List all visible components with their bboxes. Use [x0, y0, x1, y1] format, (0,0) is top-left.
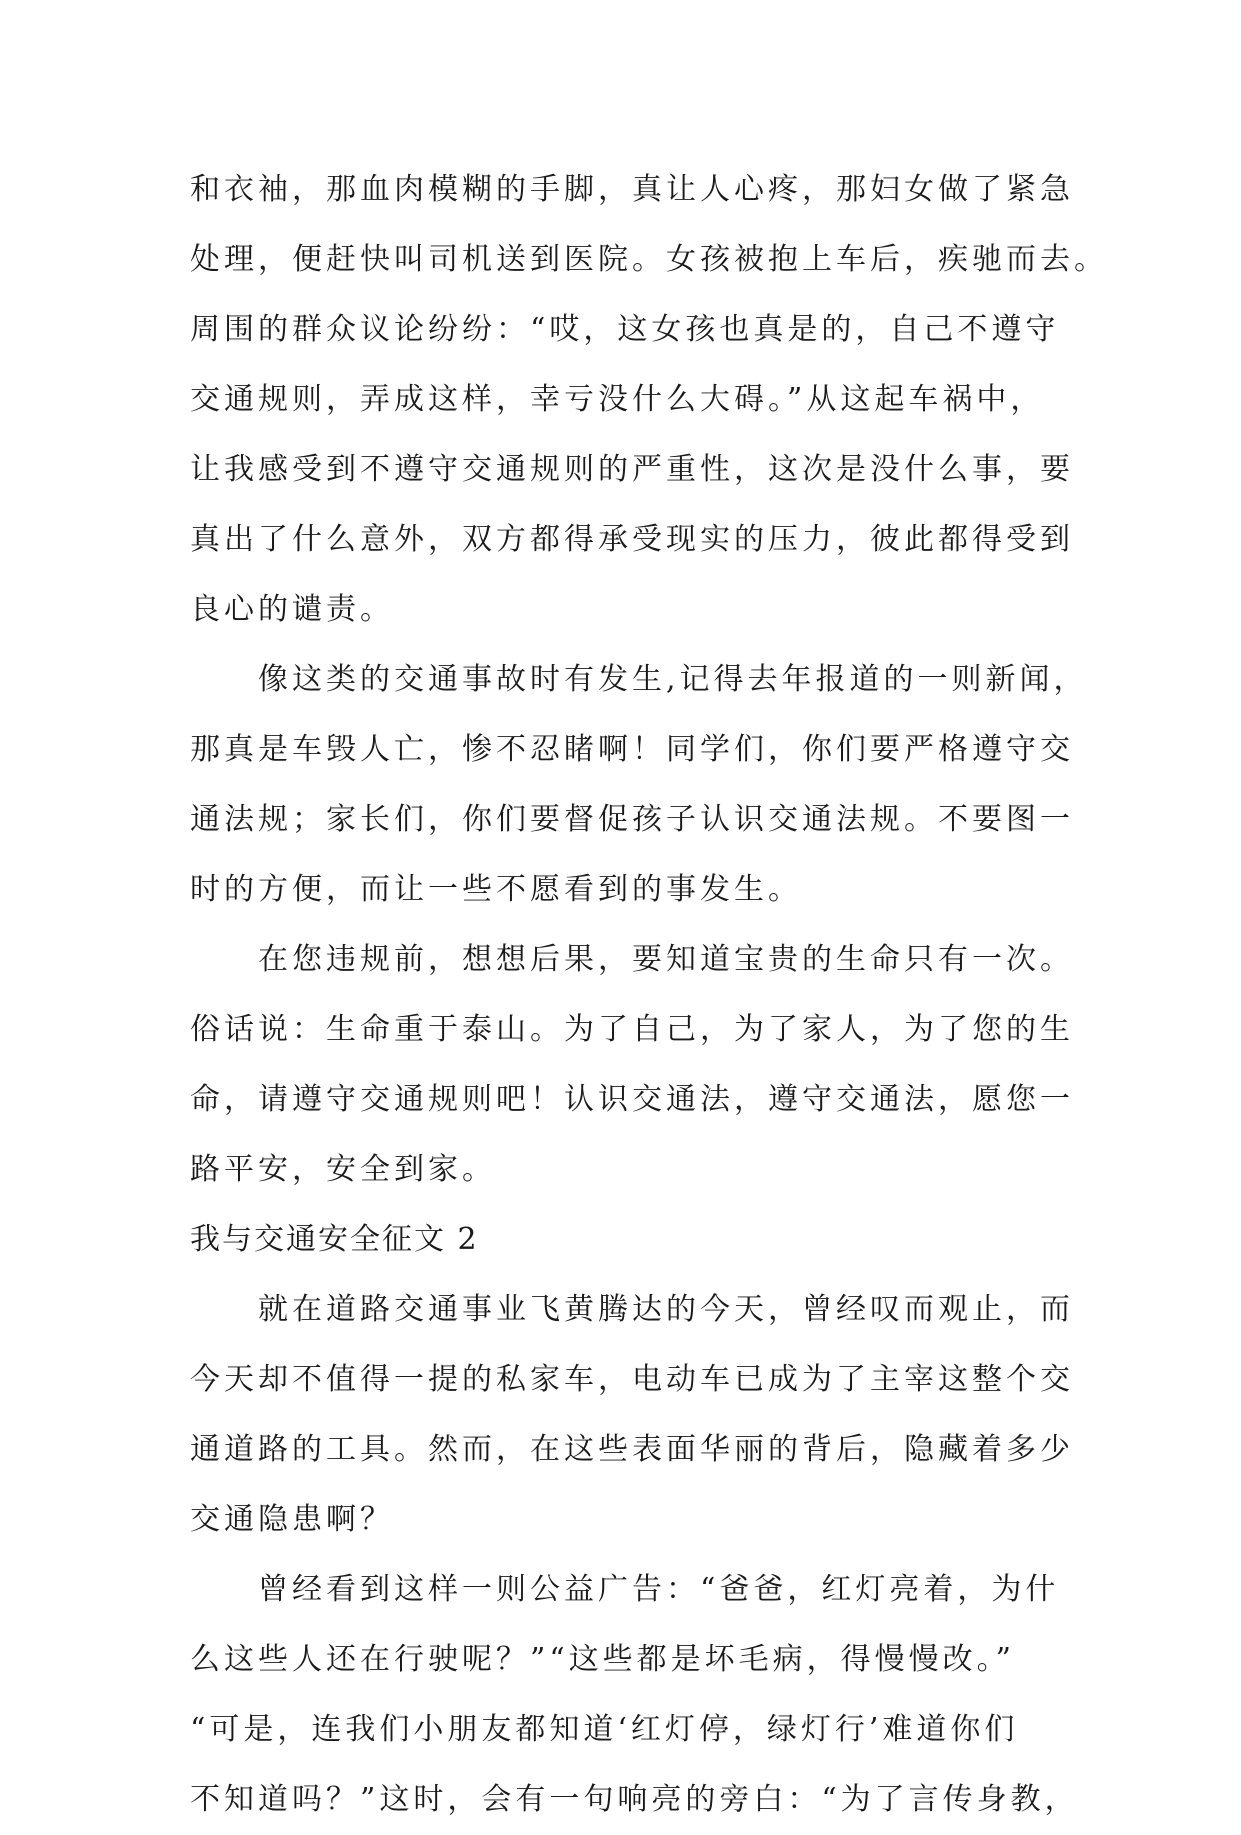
paragraph-first-line: 曾经看到这样一则公益广告：“爸爸，红灯亮着，为什	[258, 1572, 1060, 1607]
text-line: 命，请遵守交通规则吧！认识交通法，遵守交通法，愿您一	[190, 1082, 1074, 1117]
document-body	[190, 155, 1108, 1835]
text-line: 交通规则，弄成这样，幸亏没什么大碍。”从这起车祸中，	[190, 382, 1045, 417]
text-line: 周围的群众议论纷纷：“哎，这女孩也真是的，自己不遵守	[190, 312, 1060, 347]
text-line: 不知道吗？”这时，会有一句响亮的旁白：“为了言传身教，	[190, 1782, 1079, 1817]
text-line: 让我感受到不遵守交通规则的严重性，这次是没什么事，要	[190, 452, 1074, 487]
text-line: 时的方便，而让一些不愿看到的事发生。	[190, 872, 802, 907]
text-line: 交通隐患啊？	[190, 1502, 394, 1537]
text-line: 真出了什么意外，双方都得承受现实的压力，彼此都得受到	[190, 522, 1074, 557]
text-line: 那真是车毁人亡，惨不忍睹啊！同学们，你们要严格遵守交	[190, 732, 1074, 767]
text-line: 良心的谴责。	[190, 592, 394, 627]
text-line: “可是，连我们小朋友都知道‘红灯停，绿灯行’难道你们	[190, 1712, 1019, 1747]
text-line: 和衣袖，那血肉模糊的手脚，真让人心疼，那妇女做了紧急	[190, 172, 1074, 207]
text-line: 俗话说：生命重于泰山。为了自己，为了家人，为了您的生	[190, 1012, 1074, 1047]
text-line: 路平安，安全到家。	[190, 1152, 496, 1187]
text-line: 处理，便赶快叫司机送到医院。女孩被抱上车后，疾驰而去。	[190, 242, 1108, 277]
paragraph-first-line: 像这类的交通事故时有发生,记得去年报道的一则新闻，	[258, 662, 1088, 697]
text-line: 通法规；家长们，你们要督促孩子认识交通法规。不要图一	[190, 802, 1074, 837]
paragraph-first-line: 在您违规前，想想后果，要知道宝贵的生命只有一次。	[258, 942, 1074, 977]
text-line: 今天却不值得一提的私家车，电动车已成为了主宰这整个交	[190, 1362, 1074, 1397]
paragraph-first-line: 就在道路交通事业飞黄腾达的今天，曾经叹而观止，而	[258, 1292, 1074, 1327]
section-heading: 我与交通安全征文 2	[190, 1222, 479, 1257]
text-line: 么这些人还在行驶呢？”“这些都是坏毛病，得慢慢改。”	[190, 1642, 1016, 1677]
text-line: 通道路的工具。然而，在这些表面华丽的背后，隐藏着多少	[190, 1432, 1074, 1467]
